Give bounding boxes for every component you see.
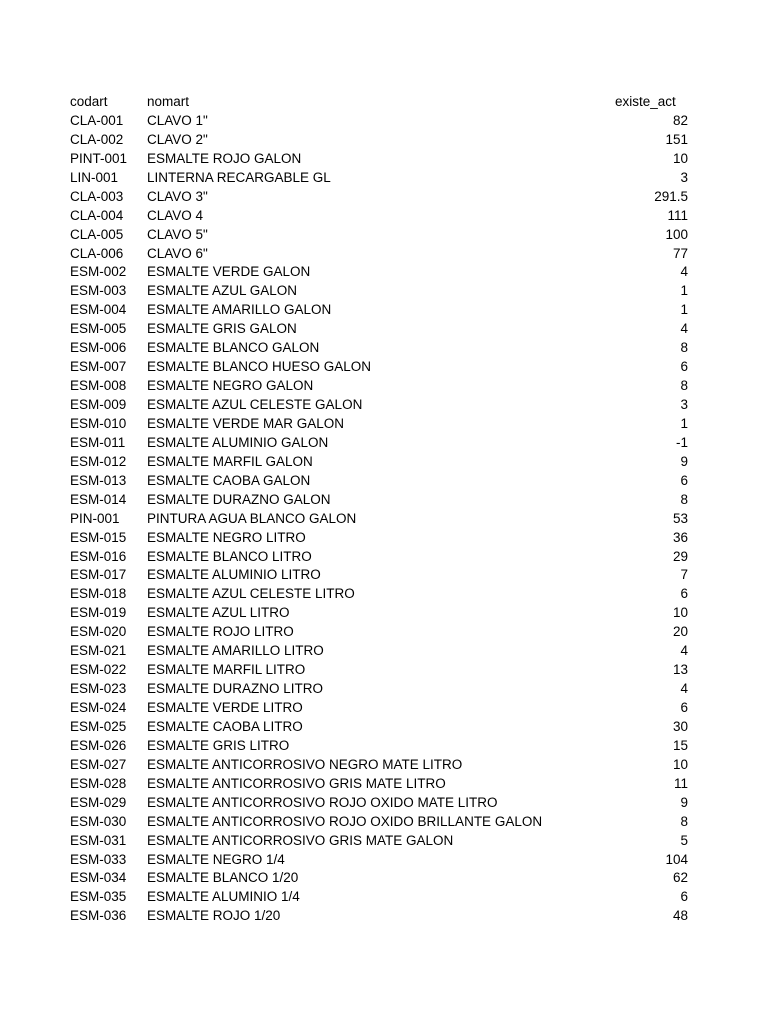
cell-nomart: ESMALTE VERDE LITRO [147,700,303,715]
cell-existe-act: 1 [680,302,688,318]
cell-existe-act: 1 [680,283,688,299]
table-row [70,358,690,377]
cell-nomart: ESMALTE BLANCO GALON [147,340,320,356]
cell-codart: CLA-004 [70,207,124,223]
cell-existe-act: 62 [672,870,688,886]
cell-nomart: ESMALTE CAOBA GALON [147,472,311,488]
cell-existe-act: 5 [680,832,688,848]
table-row [70,623,690,642]
cell-nomart: ESMALTE ROJO LITRO [147,624,294,640]
cell-existe-act: 77 [672,245,688,261]
table-row [70,169,690,188]
cell-nomart: ESMALTE AZUL CELESTE LITRO [147,586,355,602]
table-row [70,396,690,415]
cell-nomart: ESMALTE ROJO 1/20 [147,908,281,924]
cell-nomart: ESMALTE VERDE MAR GALON [147,415,345,431]
table-row [70,756,690,775]
cell-codart: ESM-019 [70,605,127,621]
cell-nomart: ESMALTE BLANCO 1/20 [147,870,299,886]
cell-nomart: ESMALTE ANTICORROSIVO ROJO OXIDO BRILLANTE GALON [147,813,543,829]
cell-existe-act: 29 [672,548,688,564]
cell-codart: CLA-006 [70,245,124,261]
cell-nomart: ESMALTE GRIS LITRO [147,737,290,753]
cell-codart: ESM-028 [70,775,127,791]
table-row [70,813,690,832]
table-row [70,301,690,320]
table-row [70,150,690,169]
cell-existe-act: 36 [672,529,688,545]
table-row [70,263,690,282]
cell-nomart: ESMALTE VERDE GALON [147,264,311,280]
cell-nomart: ESMALTE ROJO GALON [147,150,302,166]
table-row [70,604,690,623]
cell-existe-act: 7 [680,567,688,583]
cell-codart: ESM-031 [70,832,127,848]
table-header-row [70,93,690,112]
cell-existe-act: 13 [672,662,688,678]
cell-codart: ESM-003 [70,283,127,299]
cell-codart: ESM-017 [70,567,127,583]
table-row [70,699,690,718]
cell-codart: CLA-001 [70,112,124,128]
cell-nomart: ESMALTE NEGRO LITRO [147,529,306,545]
header-existe-act: existe_act [615,94,676,109]
table-row [70,907,690,926]
cell-nomart: ESMALTE BLANCO LITRO [147,548,312,564]
cell-codart: ESM-025 [70,718,127,734]
table-row [70,453,690,472]
table-row [70,226,690,245]
cell-nomart: ESMALTE AMARILLO LITRO [147,643,324,659]
cell-existe-act: 10 [672,756,688,772]
cell-codart: ESM-011 [70,434,126,450]
cell-existe-act: 104 [665,851,688,867]
table-row [70,548,690,567]
table-row [70,642,690,661]
table-row [70,529,690,548]
table-row [70,737,690,756]
cell-nomart: ESMALTE MARFIL GALON [147,453,313,469]
cell-existe-act: 6 [680,472,688,488]
cell-codart: ESM-010 [70,415,127,431]
cell-nomart: ESMALTE AMARILLO GALON [147,302,332,318]
table-row [70,680,690,699]
cell-nomart: CLAVO 5" [147,226,208,242]
table-row [70,491,690,510]
cell-existe-act: 8 [680,813,688,829]
table-row [70,888,690,907]
cell-codart: ESM-004 [70,302,127,318]
cell-existe-act: 8 [680,340,688,356]
cell-existe-act: 6 [680,586,688,602]
table-row [70,377,690,396]
cell-codart: CLA-002 [70,131,124,147]
cell-nomart: ESMALTE NEGRO GALON [147,378,314,394]
cell-existe-act: 3 [680,169,688,185]
table-row [70,472,690,491]
cell-codart: ESM-005 [70,321,127,337]
cell-codart: ESM-027 [70,756,127,772]
cell-nomart: CLAVO 4 [147,207,204,223]
table-row [70,207,690,226]
cell-existe-act: 3 [680,397,688,412]
cell-existe-act: 151 [665,131,688,147]
cell-existe-act: 8 [680,378,688,394]
cell-existe-act: 82 [672,112,688,128]
cell-nomart: ESMALTE ALUMINIO LITRO [147,567,321,583]
cell-codart: ESM-007 [70,359,127,375]
table-row [70,566,690,585]
cell-codart: ESM-015 [70,529,127,545]
cell-codart: ESM-014 [70,491,127,507]
table-row [70,869,690,888]
cell-existe-act: 1 [680,415,688,431]
header-codart: codart [70,94,108,109]
cell-nomart: ESMALTE DURAZNO GALON [147,491,331,507]
table-row [70,585,690,604]
cell-existe-act: 6 [680,700,688,715]
cell-existe-act: 4 [680,681,688,697]
cell-nomart: CLAVO 3" [147,188,208,204]
cell-nomart: ESMALTE ANTICORROSIVO NEGRO MATE LITRO [147,756,463,772]
cell-codart: ESM-029 [70,794,127,810]
cell-existe-act: 100 [665,226,688,242]
cell-codart: ESM-023 [70,681,127,697]
cell-codart: ESM-016 [70,548,127,564]
cell-nomart: ESMALTE AZUL GALON [147,283,298,299]
table-row [70,188,690,207]
cell-codart: ESM-013 [70,472,127,488]
cell-codart: ESM-024 [70,700,127,715]
cell-nomart: ESMALTE BLANCO HUESO GALON [147,359,372,375]
header-nomart: nomart [147,94,190,109]
table-body [70,112,690,926]
cell-nomart: LINTERNA RECARGABLE GL [147,169,331,185]
cell-codart: ESM-012 [70,453,127,469]
cell-codart: ESM-020 [70,624,127,640]
cell-nomart: CLAVO 6" [147,245,208,261]
cell-codart: ESM-022 [70,662,127,678]
table-row [70,131,690,150]
cell-existe-act: 291.5 [654,188,688,204]
table-row [70,718,690,737]
cell-codart: ESM-033 [70,851,127,867]
cell-codart: ESM-030 [70,813,127,829]
cell-nomart: PINTURA AGUA BLANCO GALON [147,510,357,526]
cell-nomart: CLAVO 2" [147,131,208,147]
cell-nomart: ESMALTE CAOBA LITRO [147,718,303,734]
cell-codart: ESM-026 [70,737,127,753]
table-row [70,794,690,813]
cell-nomart: ESMALTE ALUMINIO 1/4 [147,889,300,905]
cell-nomart: ESMALTE ANTICORROSIVO GRIS MATE GALON [147,832,454,848]
table-row [70,832,690,851]
cell-existe-act: 30 [672,718,688,734]
cell-existe-act: 4 [680,321,688,337]
cell-existe-act: 11 [673,775,688,791]
cell-codart: ESM-034 [70,870,127,886]
cell-codart: ESM-008 [70,378,127,394]
cell-codart: ESM-036 [70,908,127,924]
cell-codart: ESM-035 [70,889,127,905]
cell-nomart: CLAVO 1" [147,112,208,128]
cell-nomart: ESMALTE AZUL LITRO [147,605,290,621]
table-row [70,112,690,131]
cell-nomart: ESMALTE DURAZNO LITRO [147,681,324,697]
cell-nomart: ESMALTE AZUL CELESTE GALON [147,397,363,412]
cell-codart: ESM-018 [70,586,127,602]
cell-existe-act: 4 [680,264,688,280]
cell-existe-act: 20 [672,624,688,640]
cell-codart: PIN-001 [70,510,120,526]
cell-existe-act: 111 [667,207,688,223]
cell-codart: ESM-021 [70,643,127,659]
cell-existe-act: 15 [672,737,688,753]
table-row [70,851,690,870]
cell-existe-act: 10 [672,605,688,621]
cell-nomart: ESMALTE ALUMINIO GALON [147,434,329,450]
table-row [70,282,690,301]
cell-existe-act: 53 [672,510,688,526]
cell-codart: LIN-001 [70,169,119,185]
cell-existe-act: 6 [680,889,688,905]
inventory-table [70,93,690,926]
cell-existe-act: 4 [680,643,688,659]
cell-codart: CLA-005 [70,226,124,242]
cell-existe-act: -1 [675,434,688,450]
cell-codart: PINT-001 [70,150,128,166]
table-row [70,661,690,680]
cell-codart: ESM-006 [70,340,127,356]
cell-existe-act: 9 [680,453,688,469]
table-row [70,245,690,264]
cell-nomart: ESMALTE ANTICORROSIVO ROJO OXIDO MATE LITRO [147,794,498,810]
table-row [70,415,690,434]
table-row [70,434,690,453]
cell-existe-act: 10 [672,150,688,166]
cell-codart: ESM-002 [70,264,127,280]
cell-nomart: ESMALTE NEGRO 1/4 [147,851,285,867]
cell-existe-act: 9 [680,794,688,810]
table-row [70,320,690,339]
cell-codart: ESM-009 [70,397,127,412]
table-row [70,510,690,529]
cell-existe-act: 48 [672,908,688,924]
cell-existe-act: 6 [680,359,688,375]
cell-codart: CLA-003 [70,188,124,204]
table-row [70,775,690,794]
table-row [70,339,690,358]
cell-existe-act: 8 [680,491,688,507]
cell-nomart: ESMALTE ANTICORROSIVO GRIS MATE LITRO [147,775,446,791]
cell-nomart: ESMALTE GRIS GALON [147,321,297,337]
cell-nomart: ESMALTE MARFIL LITRO [147,662,306,678]
